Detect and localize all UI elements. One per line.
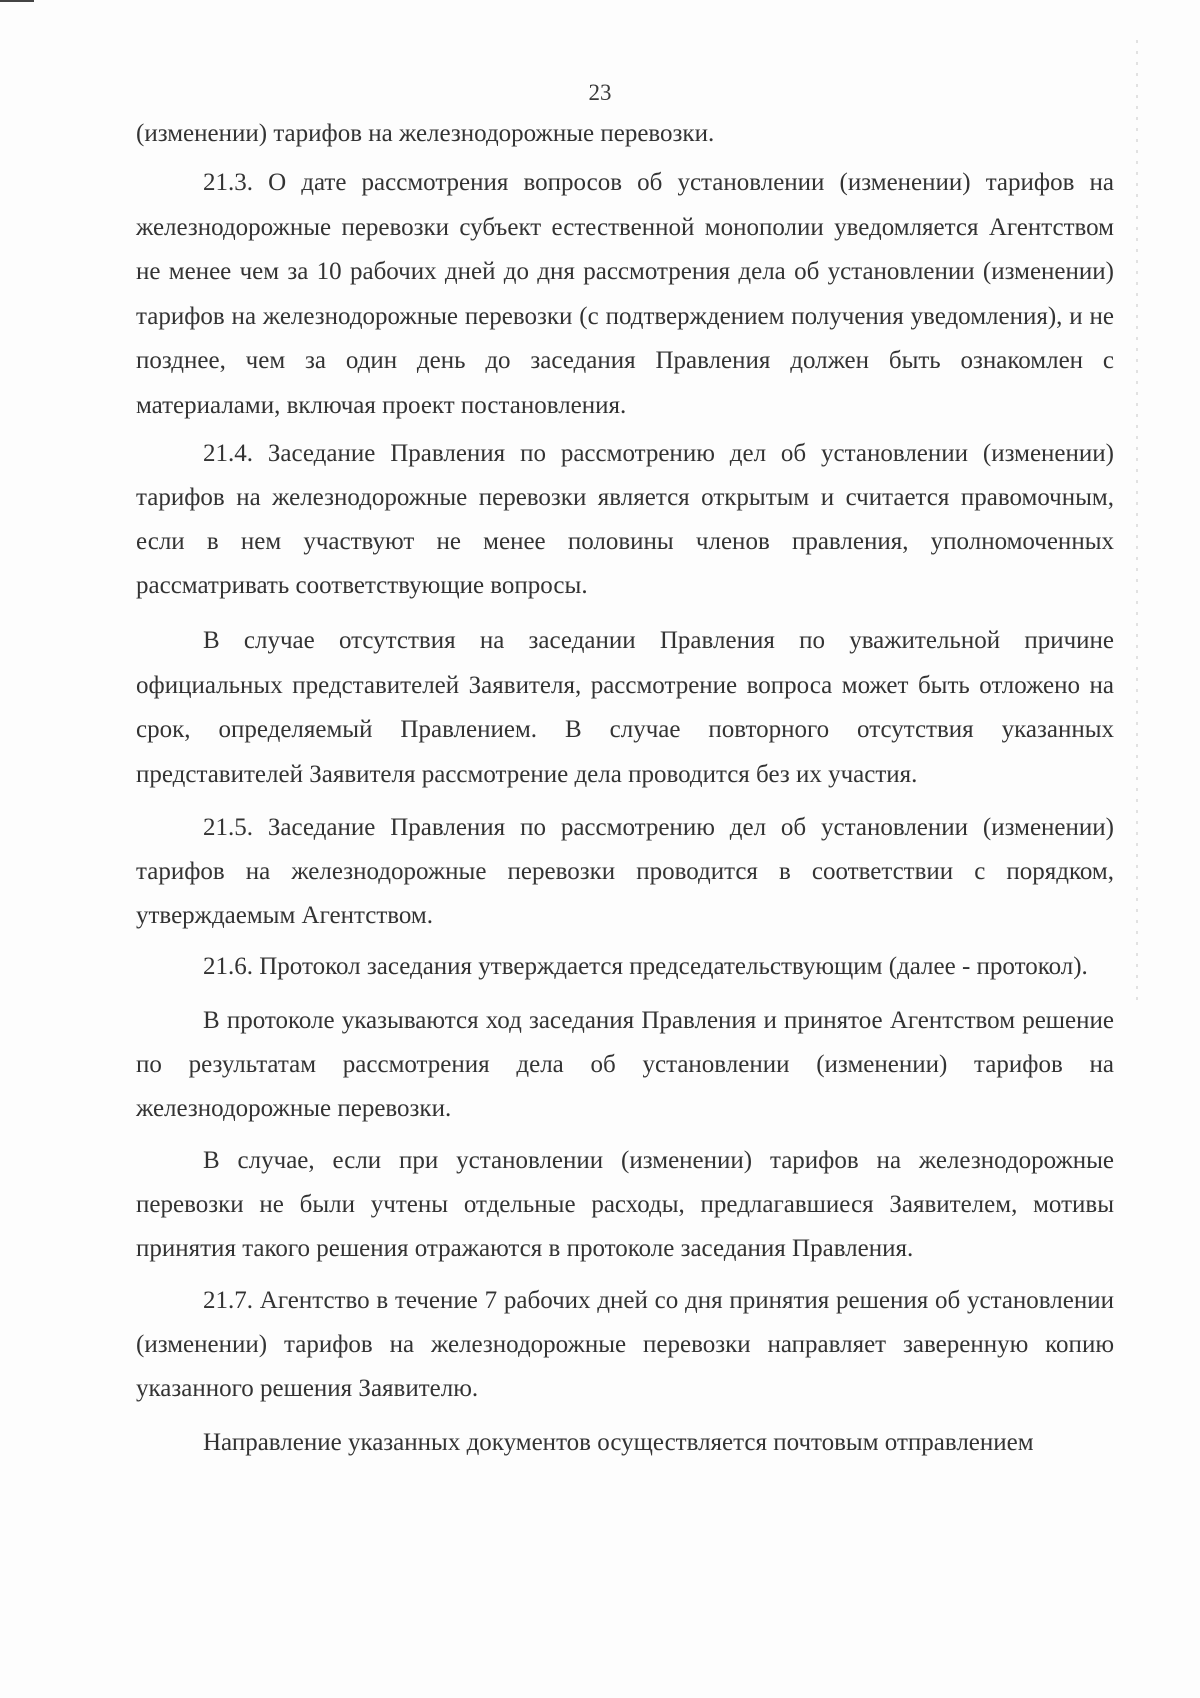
paragraph: 21.6. Протокол заседания утверждается председательствующим (далее - протокол).: [203, 953, 1088, 980]
paragraph: 21.5. Заседание Правления по рассмотрению дел об установлении (изменении) тарифов на железнодорожные перевозки проводится в соответствии с порядком, утверждаемым Агентством.: [136, 814, 1114, 929]
document-body: [136, 112, 1114, 1465]
paragraph: В протоколе указываются ход заседания Правления и принятое Агентством решение по результатам рассмотрения дела об установлении (изменении) тарифов на железнодорожные перевозки.: [136, 1007, 1114, 1122]
paragraph: Направление указанных документов осуществляется почтовым отправлением: [203, 1429, 1034, 1456]
paragraph: В случае, если при установлении (изменении) тарифов на железнодорожные перевозки не были учтены отдельные расходы, предлагавшиеся Заявителем, мотивы принятия такого решения отражаются в протоколе заседания Правления.: [136, 1147, 1114, 1262]
scan-corner-mark: [0, 0, 34, 2]
paragraph: 21.3. О дате рассмотрения вопросов об установлении (изменении) тарифов на железнодорожные перевозки субъект естественной монополии уведомляется Агентством не менее чем за 10 рабочих дней до дня рассмотрения дела об установлении (изменении) тарифов на железнодорожные перевозки (с подтверждением получения уведомления), и не позднее, чем за один день до заседания Правления должен быть ознакомлен с материалами, включая проект постановления.: [136, 169, 1114, 419]
scan-edge-artifact: [1136, 40, 1138, 1000]
paragraph: 21.4. Заседание Правления по рассмотрению дел об установлении (изменении) тарифов на железнодорожные перевозки является открытым и считается правомочным, если в нем участвуют не менее половины членов правления, уполномоченных рассматривать соответствующие вопросы.: [136, 440, 1114, 599]
paragraph: В случае отсутствия на заседании Правления по уважительной причине официальных представителей Заявителя, рассмотрение вопроса может быть отложено на срок, определяемый Правлением. В случае повторного отсутствия указанных представителей Заявителя рассмотрение дела проводится без их участия.: [136, 627, 1114, 788]
paragraph: 21.7. Агентство в течение 7 рабочих дней со дня принятия решения об установлении (изменении) тарифов на железнодорожные перевозки направляет заверенную копию указанного решения Заявителю.: [136, 1287, 1114, 1402]
paragraph: (изменении) тарифов на железнодорожные перевозки.: [136, 120, 715, 147]
page-number: 23: [588, 80, 612, 105]
